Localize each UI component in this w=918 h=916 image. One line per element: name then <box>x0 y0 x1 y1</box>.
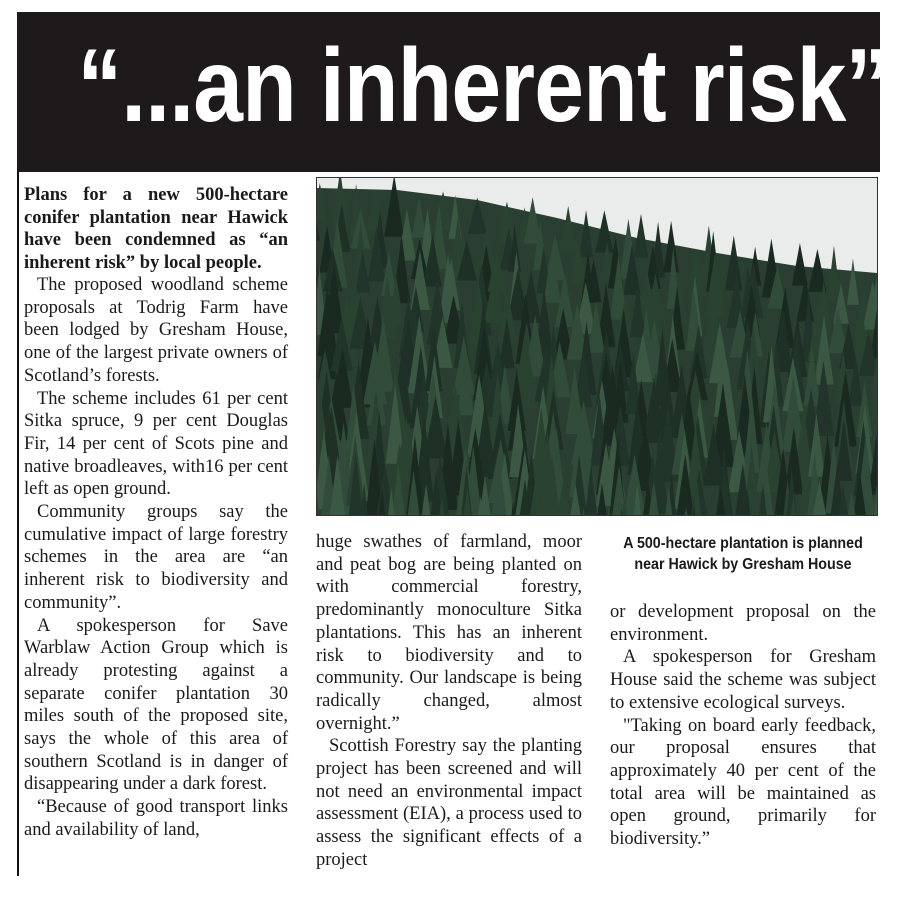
article-paragraph: Community groups say the cumulative impact of large forestry schemes in the area are “an inherent risk to biodiversity and community”. <box>24 502 288 613</box>
article-paragraph: “Because of good transport links and availability of land, <box>24 797 288 840</box>
headline-banner <box>17 12 890 172</box>
headline: “...an inherent risk” <box>77 28 890 144</box>
article-paragraph: huge swathes of farmland, moor and peat bog are being planted on with commercial forestry, predominantly monoculture Sitka plantations. This has an inherent risk to biodiversity and to community. Our landscape is being radically changed, almost overnight.” <box>316 532 582 734</box>
article-column-3 <box>610 601 876 851</box>
standfirst: Plans for a new 500-hectare conifer plantation near Hawick have been condemned as “an inherent risk” by local people. <box>24 185 288 273</box>
article-paragraph: The scheme includes 61 per cent Sitka spruce, 9 per cent Douglas Fir, 14 per cent of Scots pine and native broadleaves, with16 per cent left as open ground. <box>24 388 288 500</box>
article-paragraph: A spokesperson for Save Warblaw Action Group which is already protesting against a separate conifer plantation 30 miles south of the proposed site, says the whole of this area of southern Scotland is in danger of disappearing under a dark forest. <box>24 615 288 795</box>
article-paragraph: Scottish Forestry say the planting project has been screened and will not need an environmental impact assessment (EIA), a process used to assess the significant effects of a project <box>316 736 582 870</box>
article-paragraph: A spokesperson for Gresham House said the scheme was subject to extensive ecological surveys. <box>610 647 876 713</box>
column-rule <box>17 172 19 876</box>
article-paragraph: The proposed woodland scheme proposals at Todrig Farm have been lodged by Gresham House, one of the largest private owners of Scotland’s forests. <box>24 275 288 386</box>
article-column-2 <box>316 531 582 872</box>
article-paragraph: "Taking on board early feedback, our proposal ensures that approximately 40 per cent of the total area will be maintained as open ground, primarily for biodiversity.” <box>610 715 876 850</box>
article-paragraph: or development proposal on the environment. <box>610 602 876 645</box>
photo-caption: A 500-hectare plantation is planned near Hawick by Gresham House <box>623 535 863 573</box>
article-column-1 <box>24 184 288 842</box>
forest-image <box>317 178 877 515</box>
forest-photo <box>316 177 878 516</box>
